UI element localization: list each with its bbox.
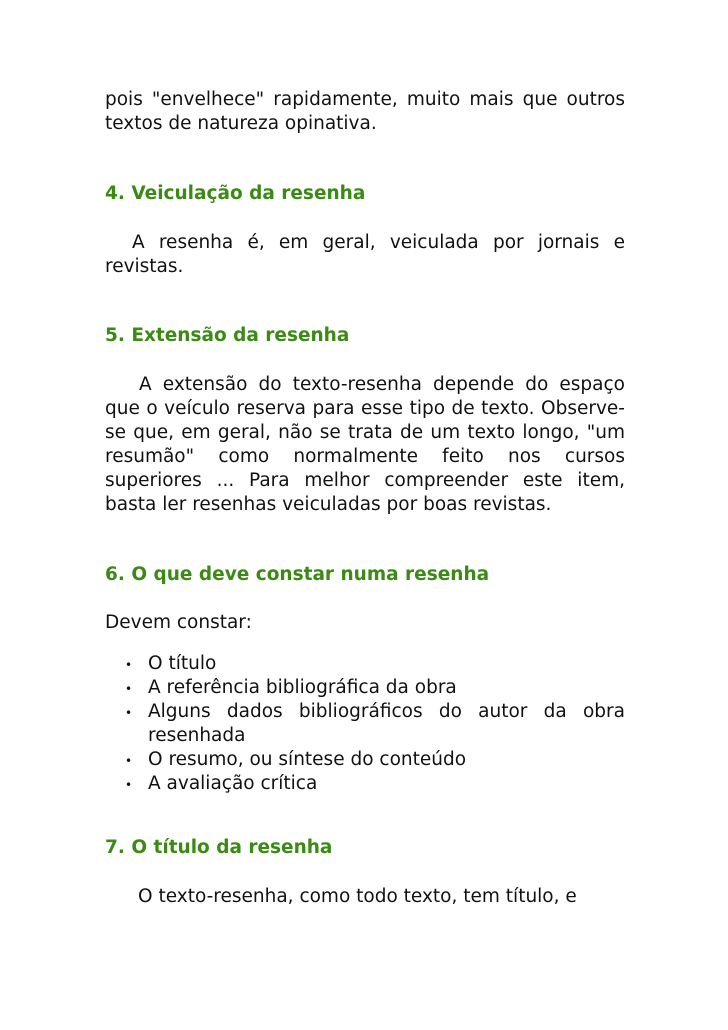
section-4-paragraph: A resenha é, em geral, veiculada por jornais e revistas. xyxy=(105,232,625,277)
heading-section-7: 7. O título da resenha xyxy=(105,837,333,858)
list-item xyxy=(105,652,625,676)
section-5-paragraph: A extensão do texto-resenha depende do espaço que o veículo reserva para esse tipo de texto. Observe-se que, em geral, não se trata de um texto longo, "um resumão" como normalmente feito nos cursos superiores ... Para melhor compreender este item, basta ler resenhas veiculadas por boas revistas. xyxy=(105,374,625,515)
section-6-lead: Devem constar: xyxy=(105,612,252,633)
bullet-icon: • xyxy=(125,682,133,696)
heading-section-5: 5. Extensão da resenha xyxy=(105,325,350,346)
document-page xyxy=(105,88,625,909)
bullet-icon: • xyxy=(125,658,133,672)
bullet-icon: • xyxy=(125,754,133,768)
list-item-text: O título xyxy=(148,653,217,674)
list-item xyxy=(105,700,625,748)
list-item-text: A avaliação crítica xyxy=(148,773,318,794)
intro-paragraph: pois "envelhece" rapidamente, muito mais que outros textos de natureza opinativa. xyxy=(105,89,625,134)
heading-section-4: 4. Veiculação da resenha xyxy=(105,183,366,204)
list-item-text: A referência bibliográfica da obra xyxy=(148,677,457,698)
list-item xyxy=(105,772,625,796)
heading-section-6: 6. O que deve constar numa resenha xyxy=(105,564,490,585)
list-item xyxy=(105,748,625,772)
section-7-paragraph: O texto-resenha, como todo texto, tem título, e xyxy=(138,886,577,907)
required-items-list xyxy=(105,652,625,796)
list-item xyxy=(105,676,625,700)
bullet-icon: • xyxy=(125,706,133,720)
list-item-text: O resumo, ou síntese do conteúdo xyxy=(148,749,467,770)
list-item-text: Alguns dados bibliográficos do autor da obra resenhada xyxy=(148,701,625,746)
bullet-icon: • xyxy=(125,778,133,792)
